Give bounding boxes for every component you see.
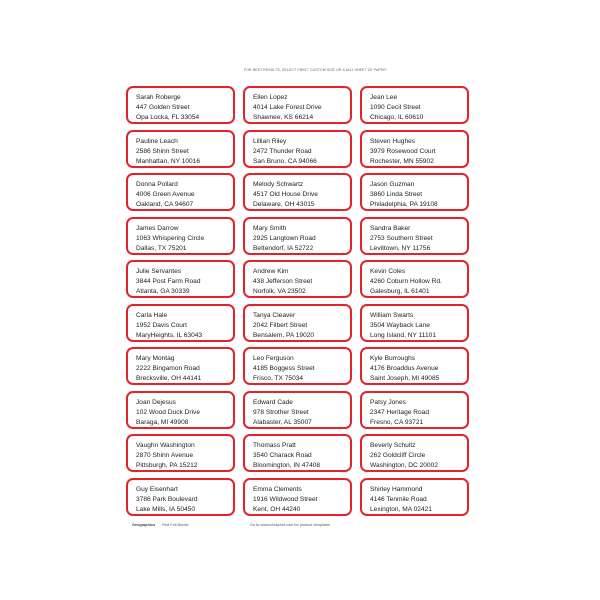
label-city-state-zip: Pittsburgh, PA 15212 <box>136 462 198 470</box>
label-name: James Darrow <box>136 224 179 232</box>
label-name: Andrew Kim <box>253 268 289 275</box>
label-city-state-zip: Bettendorf, IA 52722 <box>253 244 314 252</box>
label-city-state-zip: Atlanta, GA 30339 <box>136 288 190 296</box>
label-street: 4517 Old House Drive <box>253 191 318 199</box>
label-name: Guy Eisenhart <box>136 485 178 493</box>
label-city-state-zip: Lake Mills, IA 50450 <box>136 505 196 513</box>
address-label <box>360 347 469 385</box>
address-label <box>126 478 235 516</box>
address-label <box>243 304 352 342</box>
label-street: 2222 Bingamon Road <box>136 365 200 373</box>
label-city-state-zip: Oakland, CA 94607 <box>136 201 194 209</box>
label-street: 1952 Davis Court <box>136 321 187 329</box>
label-city-state-zip: Bensalem, PA 19020 <box>253 331 315 339</box>
address-label <box>360 86 469 124</box>
address-label <box>243 260 352 298</box>
label-name: Shirley Hammond <box>370 485 423 493</box>
label-city-state-zip: Alabaster, AL 35007 <box>253 418 312 426</box>
label-name: Beverly Schultz <box>370 442 416 449</box>
address-label <box>126 260 235 298</box>
label-sheet <box>118 68 482 530</box>
label-city-state-zip: Opa Locka, FL 33054 <box>136 114 200 122</box>
label-street: 2586 Shinn Street <box>136 147 189 155</box>
label-name: Jason Guzman <box>370 181 415 188</box>
label-street: 262 Goldcliff Circle <box>370 452 426 460</box>
address-label <box>360 260 469 298</box>
address-label <box>360 304 469 342</box>
label-name: Patsy Jones <box>370 398 406 406</box>
product-name: Red Foil Border <box>162 523 189 527</box>
label-name: Donna Pollard <box>136 181 178 188</box>
label-city-state-zip: Levittown, NY 11756 <box>370 244 431 252</box>
address-label <box>243 391 352 429</box>
address-label <box>243 347 352 385</box>
label-street: 4176 Broaddus Avenue <box>370 365 439 373</box>
label-city-state-zip: Fresno, CA 93721 <box>370 418 424 426</box>
label-city-state-zip: Dallas, TX 75201 <box>136 244 187 252</box>
label-city-state-zip: Saint Joseph, MI 49085 <box>370 375 440 383</box>
address-label <box>243 478 352 516</box>
label-city-state-zip: Washington, DC 20002 <box>370 462 438 470</box>
address-label <box>360 217 469 255</box>
label-name: Sandra Baker <box>370 224 411 232</box>
label-street: 2472 Thunder Road <box>253 147 312 155</box>
label-name: Carla Hale <box>136 311 168 319</box>
label-name: Mary Smith <box>253 224 287 232</box>
label-name: Tanya Cleaver <box>253 311 296 319</box>
footer-template-note: Go to www.iclickprint.com for product templates <box>250 523 330 527</box>
address-label <box>126 173 235 211</box>
label-city-state-zip: San Bruno, CA 94066 <box>253 157 317 165</box>
address-label <box>243 130 352 168</box>
label-city-state-zip: Lexington, MA 02421 <box>370 505 432 513</box>
address-label <box>360 391 469 429</box>
label-name: Jean Lee <box>370 94 398 101</box>
label-street: 3504 Wayback Lane <box>370 321 430 329</box>
label-name: Mary Montag <box>136 355 175 362</box>
label-city-state-zip: Rochester, MN 55902 <box>370 157 434 165</box>
label-name: Emma Clements <box>253 485 302 493</box>
label-city-state-zip: Chicago, IL 60610 <box>370 114 424 122</box>
label-city-state-zip: Bloomington, IN 47408 <box>253 462 321 470</box>
label-name: Vaughn Washington <box>136 442 195 449</box>
address-label <box>360 130 469 168</box>
label-city-state-zip: MaryHeights, IL 63043 <box>136 331 203 339</box>
label-street: 3979 Rosewood Court <box>370 147 436 155</box>
label-grid <box>126 86 469 516</box>
label-name: Melody Schwartz <box>253 181 304 188</box>
address-label <box>360 434 469 472</box>
label-street: 2347 Heritage Road <box>370 408 430 416</box>
label-city-state-zip: Norfolk, VA 23502 <box>253 288 306 296</box>
address-label <box>243 217 352 255</box>
label-street: 1090 Cecil Street <box>370 104 421 112</box>
address-label <box>243 173 352 211</box>
label-name: William Swarts <box>370 311 414 319</box>
label-street: 3844 Post Farm Road <box>136 278 201 286</box>
address-label <box>243 434 352 472</box>
label-city-state-zip: Kent, OH 44240 <box>253 505 301 513</box>
label-street: 102 Wood Duck Drive <box>136 408 201 416</box>
label-name: Pauline Leach <box>136 137 178 145</box>
label-name: Steven Hughes <box>370 137 416 145</box>
address-label <box>360 173 469 211</box>
address-label <box>126 347 235 385</box>
print-instructions: FOR BEST RESULTS, SELECT PRINT 'CUSTOM SIZE OR 8.5x11 SHEET OF PAPER' <box>244 68 387 72</box>
address-label <box>126 304 235 342</box>
label-name: Ellen Lopez <box>253 94 288 101</box>
label-name: Kyle Burroughs <box>370 355 416 362</box>
label-street: 1916 Wildwood Street <box>253 495 318 503</box>
label-street: 2870 Shinn Avenue <box>136 452 194 460</box>
address-label <box>126 217 235 255</box>
label-street: 1063 Whispering Circle <box>136 234 205 242</box>
label-name: Lillian Riley <box>253 137 287 145</box>
label-street: 3860 Linda Street <box>370 191 423 199</box>
brand-name: Geographics <box>132 523 156 527</box>
address-label <box>243 86 352 124</box>
label-street: 3540 Charack Road <box>253 452 312 460</box>
label-city-state-zip: Brecksville, OH 44141 <box>136 375 202 383</box>
label-street: 438 Jefferson Street <box>253 278 313 286</box>
label-street: 4014 Lake Forest Drive <box>253 104 322 112</box>
label-name: Joan Dejesus <box>136 398 176 406</box>
label-city-state-zip: Baraga, MI 49908 <box>136 418 189 426</box>
address-label <box>126 130 235 168</box>
label-street: 447 Golden Street <box>136 104 190 112</box>
label-street: 4006 Green Avenue <box>136 191 195 199</box>
label-city-state-zip: Long Island, NY 11101 <box>370 331 436 339</box>
label-name: Sarah Roberge <box>136 94 181 101</box>
label-street: 4260 Coburn Hollow Rd. <box>370 278 442 286</box>
label-city-state-zip: Galesburg, IL 61401 <box>370 288 430 296</box>
label-street: 4185 Boggess Street <box>253 365 315 373</box>
label-street: 2753 Southern Street <box>370 234 433 242</box>
label-street: 3786 Park Boulevard <box>136 495 198 503</box>
label-street: 978 Strother Street <box>253 408 309 416</box>
address-label <box>126 434 235 472</box>
label-city-state-zip: Delaware, OH 43015 <box>253 201 315 209</box>
label-city-state-zip: Manhattan, NY 10016 <box>136 157 201 165</box>
label-name: Kevin Coles <box>370 268 406 275</box>
label-name: Leo Ferguson <box>253 355 294 362</box>
label-street: 4146 Tenmile Road <box>370 495 427 503</box>
label-city-state-zip: Shawnee, KS 66214 <box>253 114 314 122</box>
address-label <box>126 86 235 124</box>
label-city-state-zip: Frisco, TX 75034 <box>253 375 304 383</box>
address-label <box>360 478 469 516</box>
label-name: Julie Servantes <box>136 268 182 275</box>
label-name: Thomass Pratt <box>253 442 296 449</box>
address-label <box>126 391 235 429</box>
label-name: Edward Cade <box>253 398 293 406</box>
label-street: 2042 Filbert Street <box>253 321 308 329</box>
footer-brand-block <box>132 523 189 527</box>
label-street: 2925 Langtown Road <box>253 234 316 242</box>
label-city-state-zip: Philadelphia, PA 19108 <box>370 201 438 209</box>
